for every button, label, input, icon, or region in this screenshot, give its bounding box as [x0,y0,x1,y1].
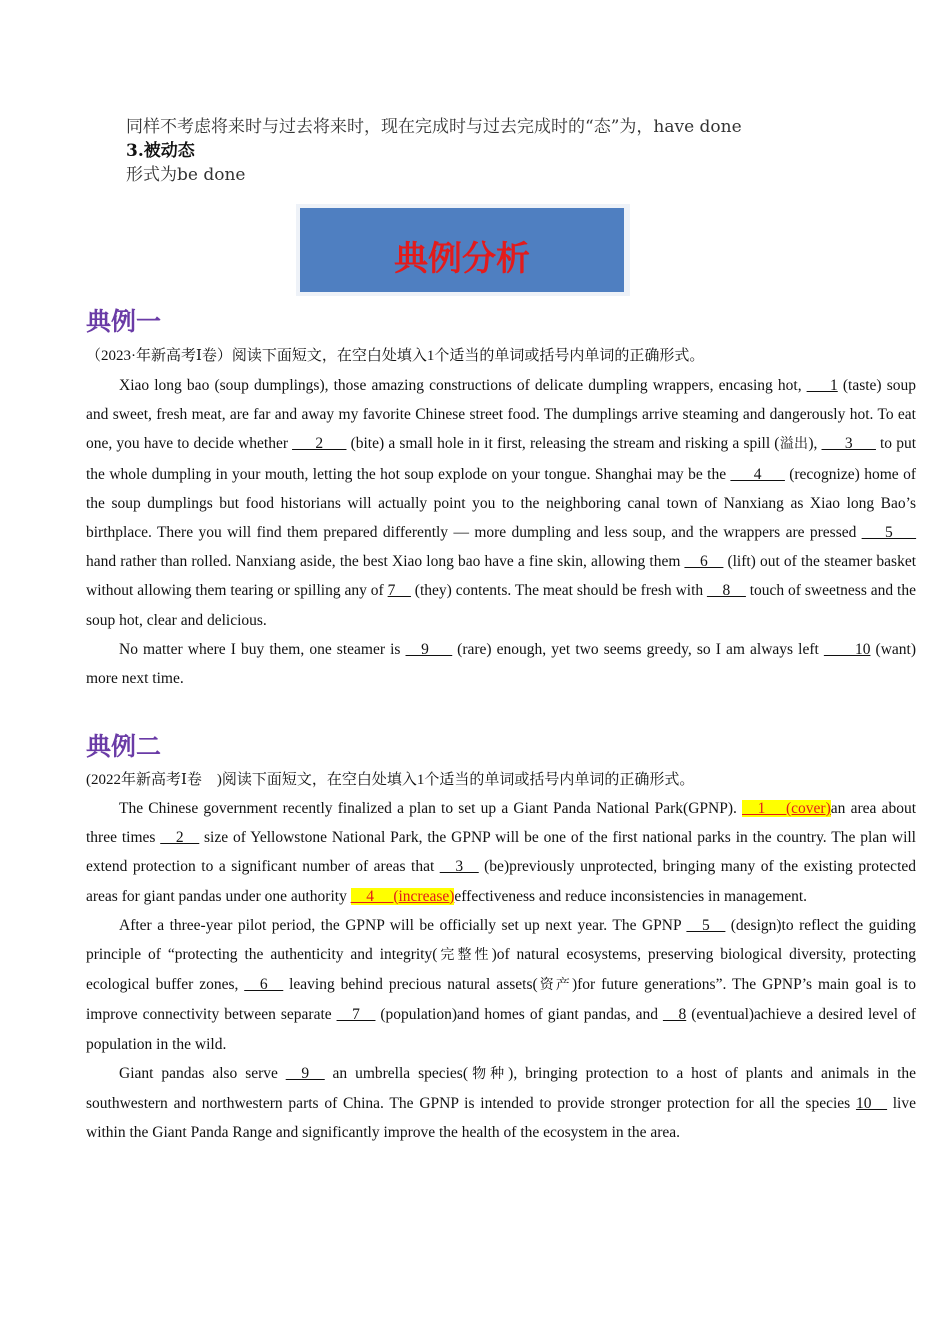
example-1-passage [86,371,916,693]
blank-10[interactable]: 10__ [855,1095,887,1113]
blank-9[interactable]: __9__ [285,1064,325,1082]
banner [296,204,630,296]
example-2-passage [86,794,916,1147]
blank-5[interactable]: __5__ [686,916,726,934]
example-1-source: （2023·年新高考Ⅰ卷）阅读下面短文，在空白处填入1个适当的单词或括号内单词的正确形式。 [86,348,705,364]
blank-6[interactable]: __6__ [244,976,284,994]
blank-9[interactable]: __9___ [405,640,453,658]
section-heading-passive: 3.被动态 [126,141,195,161]
example-2-heading: 典例二 [86,732,162,761]
blank-1-highlighted[interactable]: __1__ (cover) [742,800,831,817]
blank-3[interactable]: ___3___ [821,435,876,453]
blank-2[interactable]: __2__ [160,829,200,847]
intro-line-1: 同样不考虑将来时与过去将来时，现在完成时与过去完成时的“态”为，have done [126,117,742,137]
example-2-source: (2022年新高考Ⅰ卷 )阅读下面短文，在空白处填入1个适当的单词或括号内单词的正确形式。 [86,772,695,788]
blank-4-highlighted[interactable]: __4__ (increase) [350,887,455,905]
blank-6[interactable]: __6__ [684,553,724,571]
blank-8[interactable]: __8__ [707,582,746,600]
example-2-paragraph-3: Giant pandas also serve __9__ an umbrella species(物种), bringing protection to a host of plants and animals in the southwestern and northwestern parts of China. The GPNP is intended to provide stronger protection for all the species 10__ live within the Giant Panda Range and significantly improve the health of the ecosystem in the area. [86,1064,917,1142]
example-1-paragraph-1: Xiao long bao (soup dumplings), those amazing constructions of delicate dumpling wrappers, encasing hot, ___1 (taste) soup and sweet, fresh meat, are far and away my favorite Chinese street food. The dumplings arrive steaming and dangerously hot. To eat one, you have to decide whether ___2___ (bite) a small hole in it first, releasing the stream and risking a spill (溢出), ___3___ to put the whole dumpling in your mouth, letting the hot soup explode on your tongue. Shanghai may be the ___4___ (recognize) home of the soup dumplings but food historians will actually point you to the neighboring canal town of Nanxiang as Xiao long Bao’s birthplace. There you will find them prepared differently — more dumpling and less soup, and the wrappers are pressed ___5___ hand rather than rolled. Nanxiang aside, the best Xiao long bao have a fine skin, allowing them __6__ (lift) out of the steamer basket without allowing them tearing or spilling any of 7__ (they) contents. The meat should be fresh with __8__ touch of sweetness and the soup hot, clear and delicious. [86,377,917,629]
blank-7[interactable]: __7__ [336,1006,376,1024]
example-2-paragraph-2: After a three-year pilot period, the GPNP will be officially set up next year. The GPNP __5__ (design)to reflect the guiding principle of “protecting the authenticity and integrity(完整性)of natural ecosystems, preserving biological diversity, protecting ecological buffer zones, __6__ leaving behind precious natural assets(资产)for future generations”. The GPNP’s main goal is to improve connectivity between separate __7__ (population)and homes of giant pandas, and __8 (eventual)achieve a desired level of population in the wild. [86,916,917,1053]
blank-2[interactable]: ___2___ [292,435,347,453]
example-2-paragraph-1: The Chinese government recently finalized a plan to set up a Giant Panda National Park(GPNP). __1__ (cover)an area about three times __2__ size of Yellowstone National Park, the GPNP will be one of the first national parks in the country. The plan will extend protection to a significant number of areas that __3__ (be)previously unprotected, bringing many of the existing protected areas for giant pandas under one authority __4__ (increase)effectiveness and reduce inconsistencies in management. [86,800,916,905]
blank-5[interactable]: ___5___ [861,524,916,542]
blank-8[interactable]: __8 [662,1006,687,1024]
blank-7[interactable]: 7__ [387,582,411,600]
blank-10[interactable]: ____10 [823,640,871,658]
blank-1[interactable]: ___1 [806,377,838,394]
banner-box [300,208,624,292]
banner-title: 典例分析 [394,238,530,279]
example-1-paragraph-2: No matter where I buy them, one steamer is __9___ (rare) enough, yet two seems greedy, so I am always left ____10 (want) more next time. [86,640,917,688]
example-1-heading: 典例一 [86,307,162,336]
blank-4[interactable]: ___4___ [730,465,785,483]
blank-3[interactable]: __3__ [439,858,479,876]
intro-line-3: 形式为be done [126,165,246,185]
